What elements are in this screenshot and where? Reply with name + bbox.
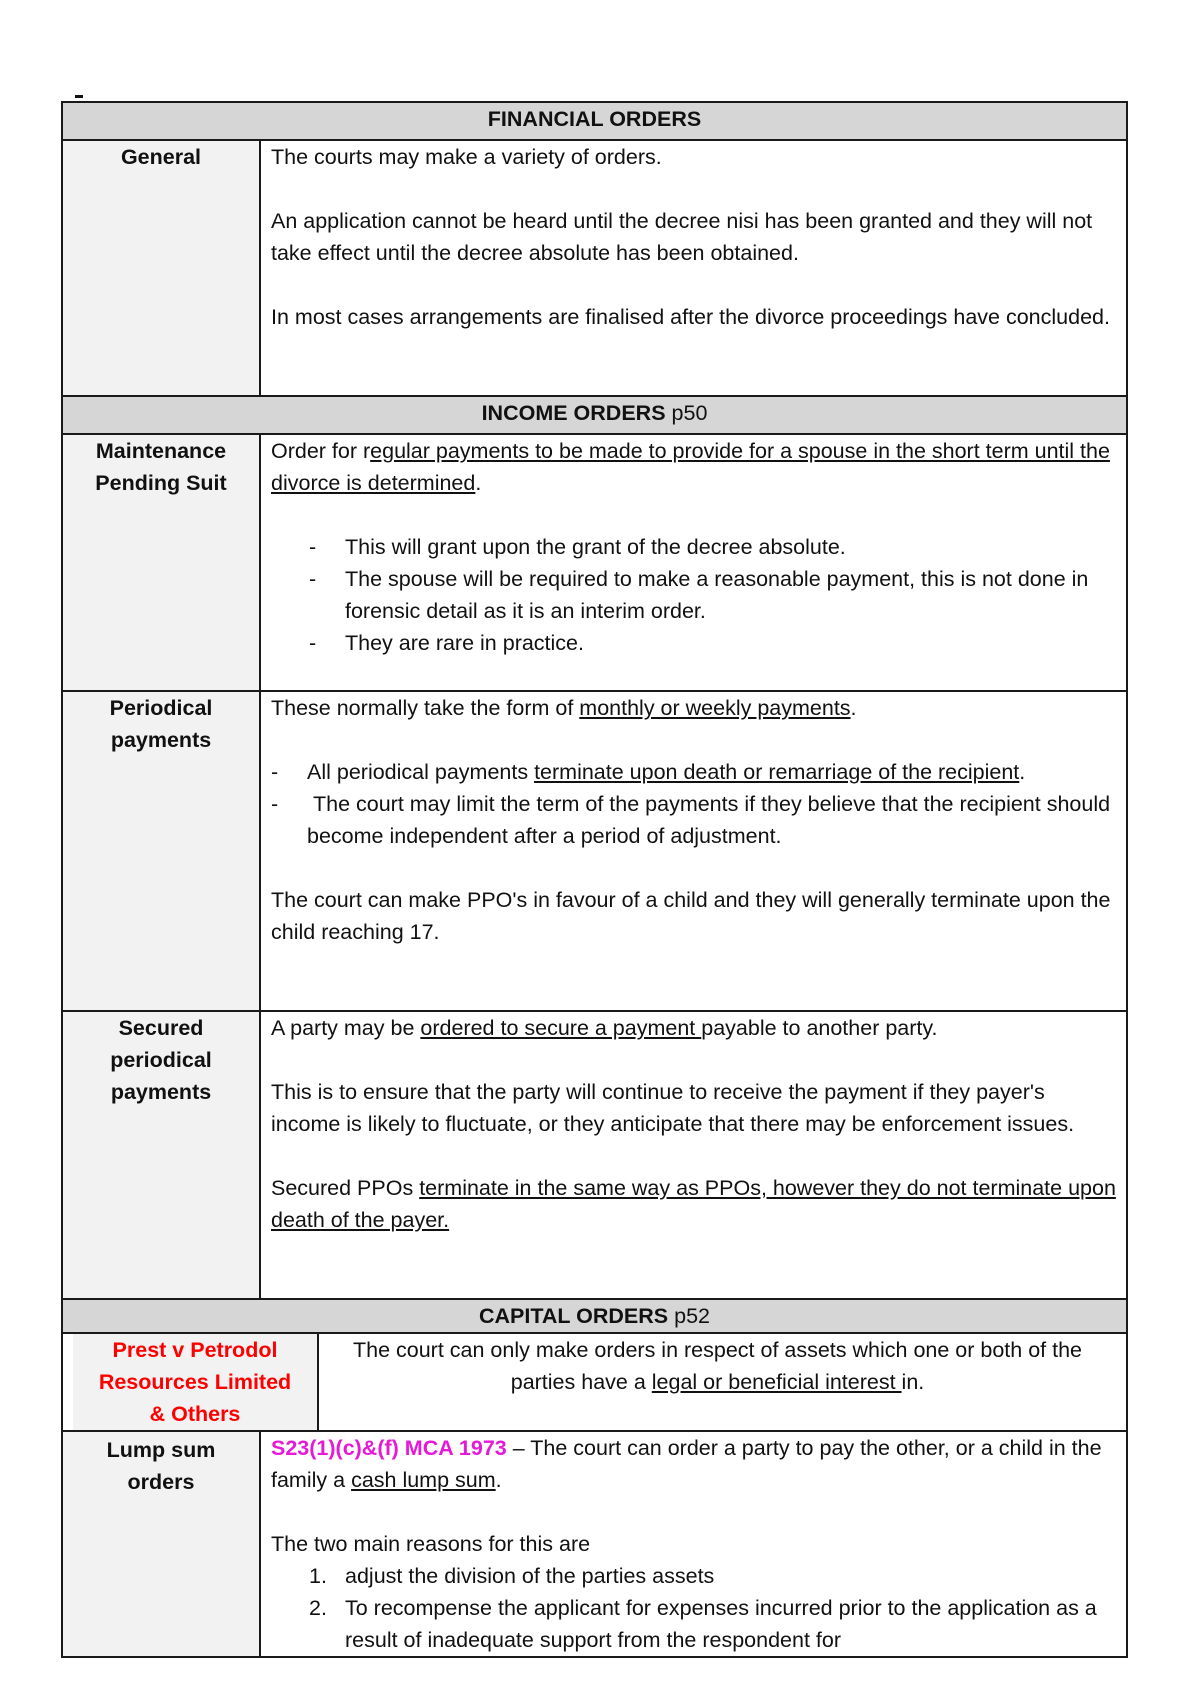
financial-orders-table <box>61 101 1128 1658</box>
case-name-prest: Prest v Petrodol Resources Limited & Others <box>73 1334 319 1430</box>
prest-case-text: The court can only make orders in respect of assets which one or both of the parties have a legal or beneficial interest in. <box>353 1338 1082 1394</box>
lump-sum-reasons <box>271 1560 1116 1656</box>
list-item: - The spouse will be required to make a reasonable payment, this is not done in forensic detail as it is an interim order. <box>271 563 1116 627</box>
row-lump-sum-orders <box>62 1431 1127 1657</box>
capital-orders-header: CAPITAL ORDERS p52 <box>62 1299 1127 1333</box>
label-secured-periodical-payments: Secured periodical payments <box>62 1011 260 1299</box>
content-secured-periodical-payments <box>260 1011 1127 1299</box>
lump-sum-intro: S23(1)(c)&(f) MCA 1973 – The court can order a party to pay the other, or a child in the family a cash lump sum. <box>271 1436 1102 1492</box>
income-orders-header: INCOME ORDERS p50 <box>62 396 1127 434</box>
periodical-end: The court can make PPO's in favour of a child and they will generally terminate upon the child reaching 17. <box>271 888 1111 944</box>
secured-p2: This is to ensure that the party will continue to receive the payment if they payer's income is likely to fluctuate, or they anticipate that there may be enforcement issues. <box>271 1080 1075 1136</box>
income-orders-header-row <box>62 396 1127 434</box>
list-item: - This will grant upon the grant of the decree absolute. <box>271 531 1116 563</box>
secured-p1: A party may be ordered to secure a payment payable to another party. <box>271 1016 938 1040</box>
row-periodical-payments <box>62 691 1127 1011</box>
general-p3: In most cases arrangements are finalised after the divorce proceedings have concluded. <box>271 305 1110 329</box>
periodical-bullets <box>271 756 1116 852</box>
secured-p3: Secured PPOs terminate in the same way as PPOs, however they do not terminate upon death of the payer. <box>271 1176 1116 1232</box>
label-periodical-payments: Periodical payments <box>62 691 260 1011</box>
row-maintenance-pending-suit <box>62 434 1127 691</box>
general-p2: An application cannot be heard until the decree nisi has been granted and they will not take effect until the decree absolute has been obtained. <box>271 209 1093 265</box>
mps-intro: Order for regular payments to be made to provide for a spouse in the short term until the divorce is determined. <box>271 439 1110 495</box>
label-maintenance-pending-suit: Maintenance Pending Suit <box>62 434 260 691</box>
financial-orders-header-row <box>62 102 1127 140</box>
list-item: - All periodical payments terminate upon death or remarriage of the recipient. <box>271 756 1116 788</box>
label-lump-sum-orders: Lump sum orders <box>62 1431 260 1657</box>
row-secured-periodical-payments <box>62 1011 1127 1299</box>
row-general <box>62 140 1127 396</box>
mps-bullets <box>271 531 1116 659</box>
financial-orders-header: FINANCIAL ORDERS <box>62 102 1127 140</box>
capital-orders-page-ref: p52 <box>674 1304 710 1328</box>
lump-sum-reasons-intro: The two main reasons for this are <box>271 1532 591 1556</box>
capital-orders-header-row <box>62 1299 1127 1333</box>
content-general <box>260 140 1127 396</box>
list-item: - The court may limit the term of the payments if they believe that the recipient should become independent after a period of adjustment. <box>271 788 1116 852</box>
content-periodical-payments <box>260 691 1127 1011</box>
content-maintenance-pending-suit <box>260 434 1127 691</box>
list-item: 2. To recompense the applicant for expenses incurred prior to the application as a result of inadequate support from the respondent for <box>309 1596 1097 1652</box>
content-lump-sum-orders <box>260 1431 1127 1657</box>
statute-reference: S23(1)(c)&(f) MCA 1973 <box>271 1436 507 1460</box>
page-mark <box>75 95 83 98</box>
list-item: - They are rare in practice. <box>271 627 1116 659</box>
prest-case-cell <box>62 1333 1127 1431</box>
general-p1: The courts may make a variety of orders. <box>271 145 662 169</box>
list-item: 1. adjust the division of the parties assets <box>309 1564 715 1588</box>
label-general: General <box>62 140 260 396</box>
row-prest-case <box>62 1333 1127 1431</box>
periodical-intro: These normally take the form of monthly or weekly payments. <box>271 696 857 720</box>
income-orders-page-ref: p50 <box>671 401 708 425</box>
